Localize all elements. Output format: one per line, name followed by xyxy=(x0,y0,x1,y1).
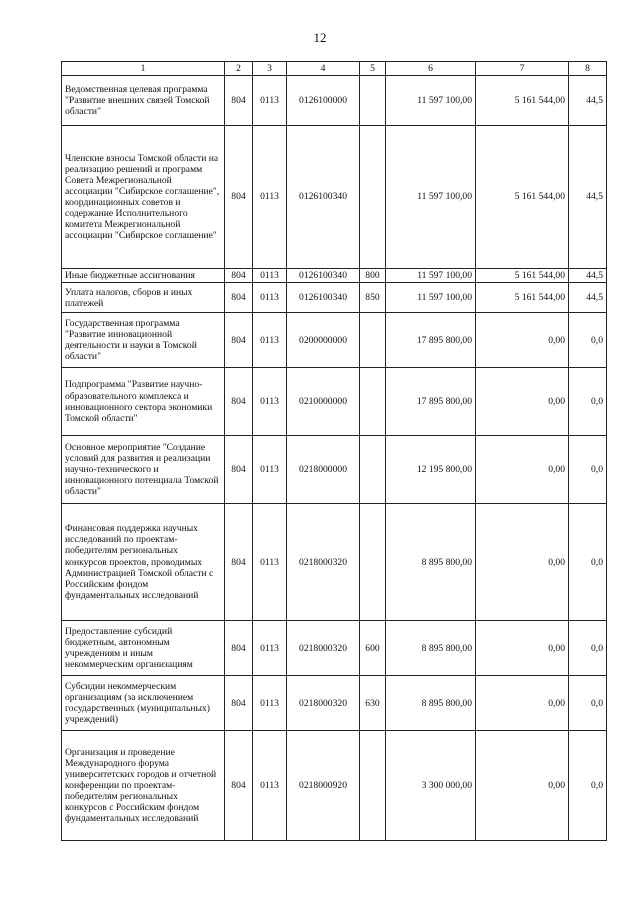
plan-amount-cell: 12 195 800,00 xyxy=(386,436,476,504)
ved-cell: 804 xyxy=(225,368,253,436)
row-name-cell: Уплата налогов, сборов и иных платежей xyxy=(62,283,225,313)
percent-cell: 0,0 xyxy=(569,368,607,436)
table-row xyxy=(62,621,607,676)
header-cell: 4 xyxy=(287,62,360,76)
target-article-cell: 0218000320 xyxy=(287,504,360,621)
plan-amount-cell: 8 895 800,00 xyxy=(386,504,476,621)
table-header-row xyxy=(62,62,607,76)
table-row xyxy=(62,436,607,504)
section-cell: 0113 xyxy=(253,368,287,436)
row-name-cell: Ведомственная целевая программа "Развитие внешних связей Томской области" xyxy=(62,76,225,126)
row-name-cell: Подпрограмма "Развитие научно-образовательного комплекса и инновационного сектора экономики Томской области" xyxy=(62,368,225,436)
actual-amount-cell: 5 161 544,00 xyxy=(476,283,569,313)
table-row xyxy=(62,676,607,731)
header-cell: 5 xyxy=(360,62,386,76)
expense-type-cell xyxy=(360,504,386,621)
table-row xyxy=(62,504,607,621)
row-name-cell: Государственная программа "Развитие инновационной деятельности и науки в Томской области" xyxy=(62,313,225,368)
section-cell: 0113 xyxy=(253,283,287,313)
percent-cell: 0,0 xyxy=(569,436,607,504)
ved-cell: 804 xyxy=(225,76,253,126)
header-cell: 6 xyxy=(386,62,476,76)
header-cell: 3 xyxy=(253,62,287,76)
table-row xyxy=(62,731,607,841)
table-row xyxy=(62,269,607,283)
row-name-cell: Финансовая поддержка научных исследований по проектам-победителям региональных конкурсов проектов, проводимых Администрацией Томской области с Российским фондом фундаментальных исследований xyxy=(62,504,225,621)
section-cell: 0113 xyxy=(253,313,287,368)
expense-type-cell xyxy=(360,731,386,841)
actual-amount-cell: 0,00 xyxy=(476,621,569,676)
target-article-cell: 0200000000 xyxy=(287,313,360,368)
target-article-cell: 0218000000 xyxy=(287,436,360,504)
ved-cell: 804 xyxy=(225,269,253,283)
expense-type-cell xyxy=(360,368,386,436)
target-article-cell: 0126100340 xyxy=(287,283,360,313)
percent-cell: 44,5 xyxy=(569,126,607,269)
percent-cell: 0,0 xyxy=(569,504,607,621)
actual-amount-cell: 0,00 xyxy=(476,313,569,368)
section-cell: 0113 xyxy=(253,731,287,841)
plan-amount-cell: 11 597 100,00 xyxy=(386,126,476,269)
ved-cell: 804 xyxy=(225,621,253,676)
row-name-cell: Основное мероприятие "Создание условий для развития и реализации научно-технического и инновационного потенциала Томской области" xyxy=(62,436,225,504)
row-name-cell: Субсидии некоммерческим организациям (за исключением государственных (муниципальных) учреждений) xyxy=(62,676,225,731)
section-cell: 0113 xyxy=(253,269,287,283)
actual-amount-cell: 0,00 xyxy=(476,504,569,621)
target-article-cell: 0218000320 xyxy=(287,621,360,676)
actual-amount-cell: 0,00 xyxy=(476,731,569,841)
actual-amount-cell: 5 161 544,00 xyxy=(476,126,569,269)
header-cell: 8 xyxy=(569,62,607,76)
table-row xyxy=(62,368,607,436)
actual-amount-cell: 0,00 xyxy=(476,436,569,504)
percent-cell: 44,5 xyxy=(569,76,607,126)
ved-cell: 804 xyxy=(225,676,253,731)
plan-amount-cell: 17 895 800,00 xyxy=(386,368,476,436)
actual-amount-cell: 5 161 544,00 xyxy=(476,76,569,126)
actual-amount-cell: 0,00 xyxy=(476,368,569,436)
target-article-cell: 0218000320 xyxy=(287,676,360,731)
target-article-cell: 0126100000 xyxy=(287,76,360,126)
percent-cell: 44,5 xyxy=(569,269,607,283)
expense-type-cell xyxy=(360,436,386,504)
plan-amount-cell: 11 597 100,00 xyxy=(386,269,476,283)
page-number: 12 xyxy=(313,30,327,45)
percent-cell: 0,0 xyxy=(569,313,607,368)
percent-cell: 44,5 xyxy=(569,283,607,313)
section-cell: 0113 xyxy=(253,621,287,676)
section-cell: 0113 xyxy=(253,436,287,504)
table-row xyxy=(62,313,607,368)
header-cell: 2 xyxy=(225,62,253,76)
plan-amount-cell: 17 895 800,00 xyxy=(386,313,476,368)
plan-amount-cell: 11 597 100,00 xyxy=(386,283,476,313)
table-body xyxy=(62,76,607,841)
target-article-cell: 0126100340 xyxy=(287,269,360,283)
plan-amount-cell: 3 300 000,00 xyxy=(386,731,476,841)
actual-amount-cell: 5 161 544,00 xyxy=(476,269,569,283)
target-article-cell: 0126100340 xyxy=(287,126,360,269)
target-article-cell: 0218000920 xyxy=(287,731,360,841)
target-article-cell: 0210000000 xyxy=(287,368,360,436)
expense-type-cell: 600 xyxy=(360,621,386,676)
row-name-cell: Организация и проведение Международного форума университетских городов и отчетной конференции по проектам-победителям региональных конкурсов с Российским фондом фундаментальных исследований xyxy=(62,731,225,841)
expense-type-cell: 800 xyxy=(360,269,386,283)
header-cell: 7 xyxy=(476,62,569,76)
expense-type-cell xyxy=(360,76,386,126)
section-cell: 0113 xyxy=(253,126,287,269)
actual-amount-cell: 0,00 xyxy=(476,676,569,731)
section-cell: 0113 xyxy=(253,676,287,731)
plan-amount-cell: 11 597 100,00 xyxy=(386,76,476,126)
expense-type-cell xyxy=(360,313,386,368)
ved-cell: 804 xyxy=(225,731,253,841)
plan-amount-cell: 8 895 800,00 xyxy=(386,676,476,731)
plan-amount-cell: 8 895 800,00 xyxy=(386,621,476,676)
row-name-cell: Иные бюджетные ассигнования xyxy=(62,269,225,283)
expense-type-cell: 850 xyxy=(360,283,386,313)
row-name-cell: Членские взносы Томской области на реализацию решений и программ Совета Межрегиональной ассоциации "Сибирское соглашение", координационных советов и содержание Исполнительного комитета Межрегиональной ассоциации "Сибирское соглашение" xyxy=(62,126,225,269)
table-row xyxy=(62,76,607,126)
budget-table xyxy=(61,61,607,841)
ved-cell: 804 xyxy=(225,436,253,504)
row-name-cell: Предоставление субсидий бюджетным, автономным учреждениям и иным некоммерческим организациям xyxy=(62,621,225,676)
ved-cell: 804 xyxy=(225,126,253,269)
ved-cell: 804 xyxy=(225,313,253,368)
ved-cell: 804 xyxy=(225,283,253,313)
expense-type-cell xyxy=(360,126,386,269)
percent-cell: 0,0 xyxy=(569,676,607,731)
percent-cell: 0,0 xyxy=(569,731,607,841)
expense-type-cell: 630 xyxy=(360,676,386,731)
section-cell: 0113 xyxy=(253,76,287,126)
table-row xyxy=(62,126,607,269)
header-cell: 1 xyxy=(62,62,225,76)
percent-cell: 0,0 xyxy=(569,621,607,676)
table-row xyxy=(62,283,607,313)
section-cell: 0113 xyxy=(253,504,287,621)
ved-cell: 804 xyxy=(225,504,253,621)
